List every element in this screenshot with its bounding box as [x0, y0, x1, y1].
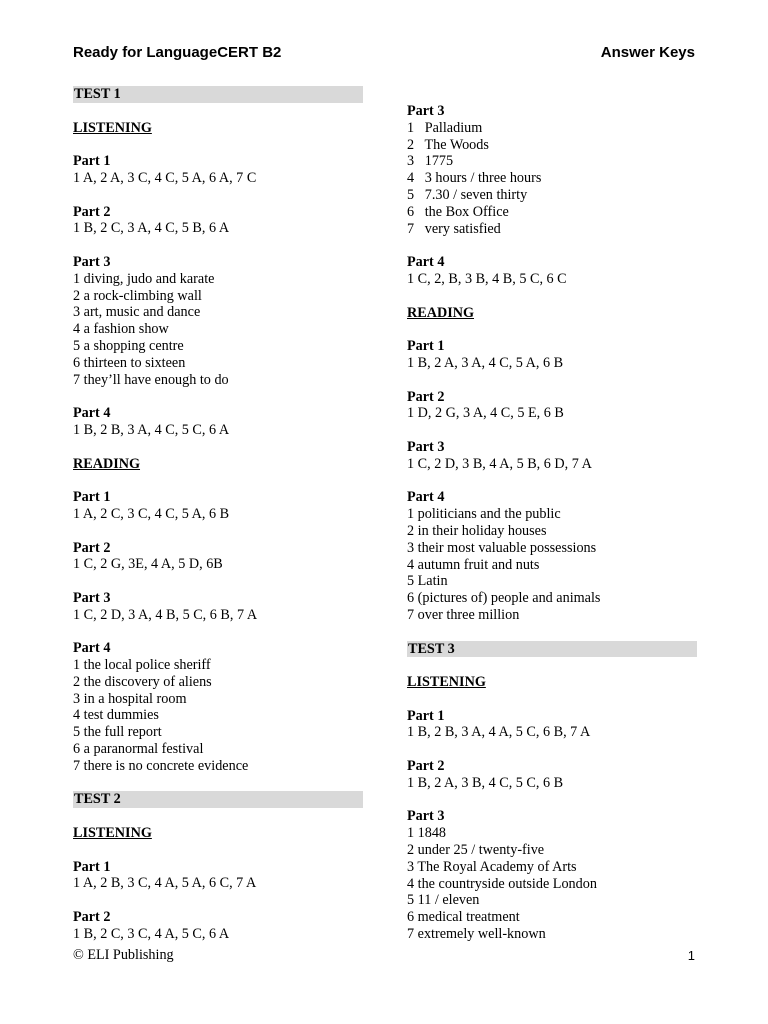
answer-line-text: 6 thirteen to sixteen [73, 354, 186, 371]
answer-line-text: 4 a fashion show [73, 321, 169, 338]
answer-line-text: 7 very satisfied [407, 220, 501, 237]
answer-line-text: 1 B, 2 A, 3 B, 4 C, 5 C, 6 B [407, 774, 564, 791]
answer-line-text: 1 Palladium [407, 119, 483, 136]
part-heading-text: Part 4 [73, 405, 111, 422]
answer-line-text: 1 diving, judo and karate [73, 270, 215, 287]
answer-line [73, 372, 363, 389]
answer-line-text: 1 C, 2 G, 3E, 4 A, 5 D, 6B [73, 556, 223, 573]
spacer [73, 808, 363, 825]
answer-line-text: 5 the full report [73, 724, 162, 741]
answer-line-text: 5 Latin [407, 573, 448, 590]
answer-line-text: 4 3 hours / three hours [407, 170, 542, 187]
answer-line [73, 422, 363, 439]
part-heading [407, 708, 697, 725]
document-section-label: Answer Keys [600, 44, 695, 61]
answer-line-text: 6 a paranormal festival [73, 741, 204, 758]
answer-line-text: 3 art, music and dance [73, 304, 201, 321]
answer-line-text: 1 C, 2 D, 3 B, 4 A, 5 B, 6 D, 7 A [407, 455, 592, 472]
part-heading [407, 439, 697, 456]
part-heading [407, 338, 697, 355]
section-heading [73, 825, 363, 842]
section-heading [407, 305, 697, 322]
answer-line [73, 707, 363, 724]
answer-line [407, 876, 697, 893]
section-heading [73, 120, 363, 137]
spacer [407, 321, 697, 338]
answer-line [73, 674, 363, 691]
section-heading-text: LISTENING [407, 674, 486, 691]
answer-line-text: 3 The Royal Academy of Arts [407, 858, 577, 875]
part-heading [73, 254, 363, 271]
answer-line-text: 1 1848 [407, 825, 447, 842]
answer-line [407, 590, 697, 607]
answer-line-text: 3 their most valuable possessions [407, 539, 597, 556]
part-heading [73, 204, 363, 221]
part-heading-text: Part 2 [73, 909, 111, 926]
part-heading-text: Part 3 [407, 438, 445, 455]
spacer [407, 657, 697, 674]
part-heading [73, 640, 363, 657]
answer-line [73, 875, 363, 892]
part-heading-text: Part 2 [73, 539, 111, 556]
part-heading-text: Part 1 [73, 153, 111, 170]
part-heading [407, 489, 697, 506]
answer-line-text: 1 the local police sheriff [73, 657, 211, 674]
part-heading [73, 590, 363, 607]
answer-line-text: 5 a shopping centre [73, 337, 184, 354]
test-heading-text: TEST 1 [74, 86, 121, 102]
spacer [73, 573, 363, 590]
part-heading-text: Part 4 [407, 489, 445, 506]
answer-line-text: 2 under 25 / twenty-five [407, 842, 545, 859]
test-heading [73, 86, 363, 103]
page-number: 1 [687, 948, 695, 963]
spacer [407, 473, 697, 490]
answer-line-text: 1 C, 2, B, 3 B, 4 B, 5 C, 6 C [407, 270, 567, 287]
answer-line-text: 1 A, 2 B, 3 C, 4 A, 5 A, 6 C, 7 A [73, 875, 257, 892]
spacer [73, 842, 363, 859]
part-heading-text: Part 3 [407, 808, 445, 825]
spacer [73, 439, 363, 456]
spacer [407, 691, 697, 708]
answer-line-text: 7 they’ll have enough to do [73, 371, 229, 388]
answer-line-text: 2 The Woods [407, 136, 489, 153]
answer-line [73, 926, 363, 943]
footer-publisher: © ELI Publishing [73, 947, 174, 963]
test-heading [73, 791, 363, 808]
part-heading-text: Part 2 [407, 388, 445, 405]
answer-line [407, 506, 697, 523]
answer-line-text: 1 B, 2 A, 3 A, 4 C, 5 A, 6 B [407, 354, 564, 371]
section-heading [73, 456, 363, 473]
spacer [407, 792, 697, 809]
answer-line-text: 1 B, 2 B, 3 A, 4 A, 5 C, 6 B, 7 A [407, 724, 591, 741]
part-heading-text: Part 1 [407, 338, 445, 355]
part-heading [73, 909, 363, 926]
answer-line [73, 170, 363, 187]
answer-line-text: 1 politicians and the public [407, 506, 561, 523]
answer-line [407, 187, 697, 204]
section-heading-text: LISTENING [73, 825, 152, 842]
answer-line [407, 573, 697, 590]
section-heading-text: READING [73, 455, 141, 472]
answer-line-text: 1 B, 2 B, 3 A, 4 C, 5 C, 6 A [73, 421, 230, 438]
answer-line [73, 271, 363, 288]
answer-line [407, 842, 697, 859]
spacer [73, 472, 363, 489]
answer-line [407, 355, 697, 372]
part-heading [407, 758, 697, 775]
spacer [407, 372, 697, 389]
spacer [73, 103, 363, 120]
answer-line [407, 120, 697, 137]
part-heading [407, 103, 697, 120]
answer-line [407, 456, 697, 473]
answer-line-text: 7 there is no concrete evidence [73, 757, 249, 774]
answer-line [407, 204, 697, 221]
answer-line [73, 355, 363, 372]
part-heading-text: Part 3 [73, 253, 111, 270]
part-heading [73, 153, 363, 170]
part-heading-text: Part 2 [73, 203, 111, 220]
answer-line-text: 3 1775 [407, 153, 454, 170]
answer-line [73, 758, 363, 775]
part-heading [407, 808, 697, 825]
spacer [73, 187, 363, 204]
spacer [73, 892, 363, 909]
answer-line [407, 137, 697, 154]
answer-line-text: 4 test dummies [73, 707, 159, 724]
answer-line-text: 6 (pictures of) people and animals [407, 590, 601, 607]
part-heading-text: Part 4 [73, 640, 111, 657]
answer-line [73, 657, 363, 674]
part-heading-text: Part 1 [73, 858, 111, 875]
spacer [73, 775, 363, 792]
answer-line [73, 724, 363, 741]
spacer [73, 523, 363, 540]
left-column [73, 86, 363, 943]
answer-line [407, 825, 697, 842]
part-heading [407, 254, 697, 271]
answer-line-text: 7 over three million [407, 606, 520, 623]
answer-line-text: 1 D, 2 G, 3 A, 4 C, 5 E, 6 B [407, 405, 564, 422]
spacer [407, 624, 697, 641]
answer-line-text: 2 the discovery of aliens [73, 673, 212, 690]
part-heading [407, 389, 697, 406]
answer-line [407, 724, 697, 741]
part-heading-text: Part 4 [407, 254, 445, 271]
section-heading-text: READING [407, 304, 475, 321]
spacer [407, 237, 697, 254]
answer-line [407, 607, 697, 624]
right-column [407, 103, 697, 943]
answer-line [73, 741, 363, 758]
answer-line [407, 170, 697, 187]
part-heading [73, 489, 363, 506]
answer-line [407, 892, 697, 909]
answer-line [407, 153, 697, 170]
answer-line-text: 5 11 / eleven [407, 892, 480, 909]
answer-line [73, 691, 363, 708]
answer-line-text: 6 medical treatment [407, 909, 520, 926]
answer-line-text: 1 A, 2 A, 3 C, 4 C, 5 A, 6 A, 7 C [73, 169, 257, 186]
answer-line [407, 540, 697, 557]
test-heading [407, 641, 697, 658]
answer-line-text: 1 C, 2 D, 3 A, 4 B, 5 C, 6 B, 7 A [73, 606, 258, 623]
answer-line [73, 321, 363, 338]
answer-line [407, 859, 697, 876]
answer-line [407, 775, 697, 792]
answer-line-text: 2 in their holiday houses [407, 522, 547, 539]
answer-line [407, 405, 697, 422]
answer-line-text: 7 extremely well-known [407, 926, 546, 943]
answer-line [407, 926, 697, 943]
answer-line-text: 1 B, 2 C, 3 C, 4 A, 5 C, 6 A [73, 925, 230, 942]
document-title: Ready for LanguageCERT B2 [73, 44, 282, 61]
spacer [73, 624, 363, 641]
spacer [407, 288, 697, 305]
answer-line-text: 4 autumn fruit and nuts [407, 556, 540, 573]
answer-line [407, 557, 697, 574]
answer-line [73, 220, 363, 237]
answer-line-text: 1 A, 2 C, 3 C, 4 C, 5 A, 6 B [73, 505, 230, 522]
answer-line [73, 288, 363, 305]
part-heading-text: Part 1 [73, 489, 111, 506]
answer-line-text: 6 the Box Office [407, 203, 509, 220]
answer-line [73, 506, 363, 523]
test-heading-text: TEST 2 [74, 791, 121, 808]
answer-line-text: 1 B, 2 C, 3 A, 4 C, 5 B, 6 A [73, 220, 230, 237]
answer-line [407, 271, 697, 288]
part-heading-text: Part 3 [407, 103, 445, 119]
spacer [73, 388, 363, 405]
section-heading [407, 674, 697, 691]
part-heading-text: Part 1 [407, 707, 445, 724]
answer-line [73, 338, 363, 355]
part-heading [73, 540, 363, 557]
answer-line [73, 556, 363, 573]
answer-line-text: 5 7.30 / seven thirty [407, 186, 528, 203]
answer-line-text: 3 in a hospital room [73, 690, 187, 707]
answer-line [407, 523, 697, 540]
answer-line [407, 221, 697, 238]
part-heading-text: Part 3 [73, 589, 111, 606]
answer-line-text: 2 a rock-climbing wall [73, 287, 202, 304]
answer-line [407, 909, 697, 926]
part-heading [73, 405, 363, 422]
answer-line [73, 304, 363, 321]
spacer [73, 237, 363, 254]
test-heading-text: TEST 3 [408, 640, 455, 657]
answer-line-text: 4 the countryside outside London [407, 875, 597, 892]
spacer [407, 741, 697, 758]
answer-line [73, 607, 363, 624]
spacer [73, 136, 363, 153]
spacer [407, 422, 697, 439]
part-heading [73, 859, 363, 876]
section-heading-text: LISTENING [73, 119, 152, 136]
part-heading-text: Part 2 [407, 758, 445, 775]
